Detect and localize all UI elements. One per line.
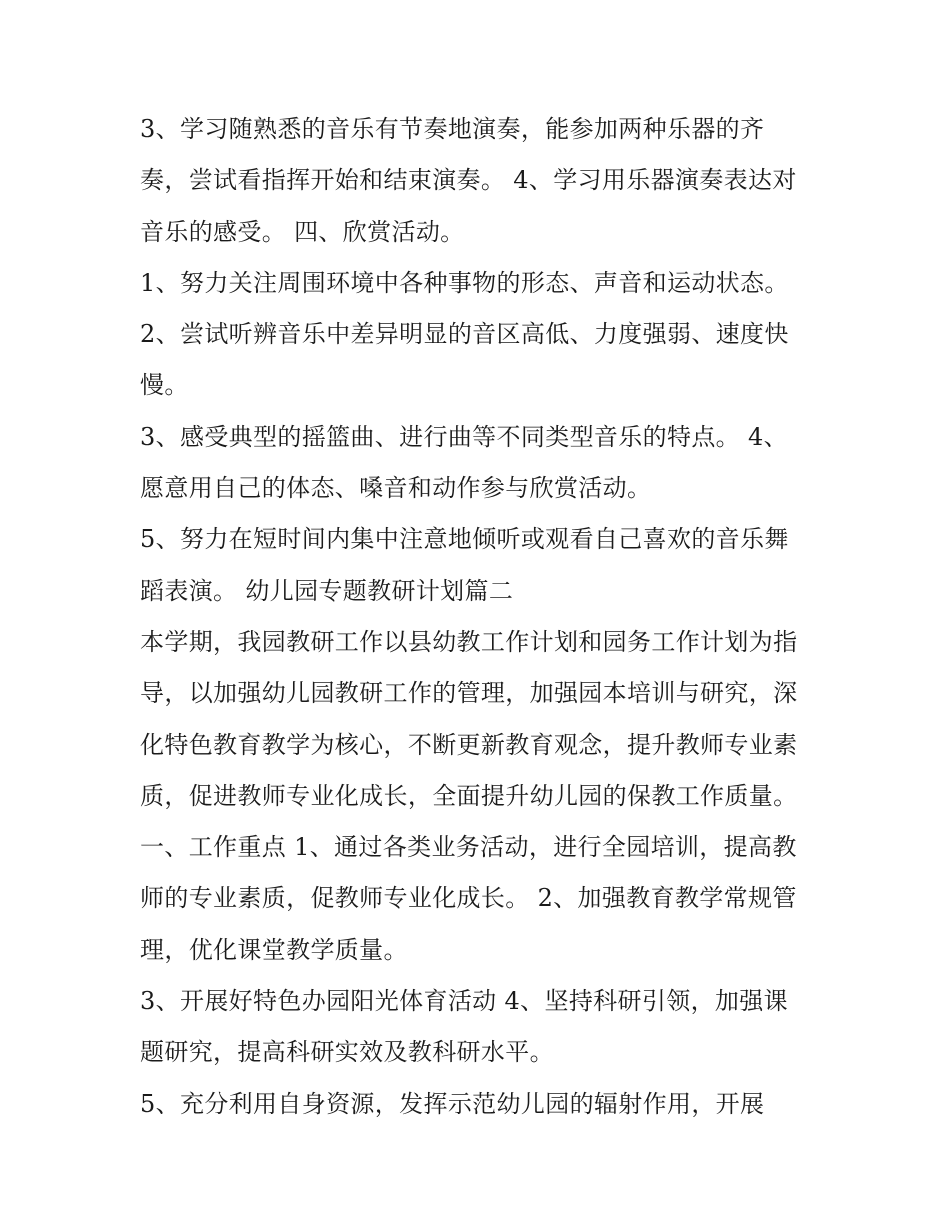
text-line: 理，优化课堂教学质量。 [140, 935, 408, 964]
text-line: 化特色教育教学为核心，不断更新教育观念，提升教师专业素 [140, 730, 798, 759]
document-text-body [140, 104, 830, 1130]
text-line: 2、尝试听辨音乐中差异明显的音区高低、力度强弱、速度快 [140, 320, 789, 349]
text-line: 3、感受典型的摇篮曲、进行曲等不同类型音乐的特点。 4、 [140, 422, 788, 451]
text-line: 奏，尝试看指挥开始和结束演奏。 4、学习用乐器演奏表达对 [140, 166, 797, 195]
text-line: 3、学习随熟悉的音乐有节奏地演奏，能参加两种乐器的齐 [140, 115, 765, 143]
text-line: 1、努力关注周围环境中各种事物的形态、声音和运动状态。 [140, 268, 789, 297]
text-line: 音乐的感受。 四、欣赏活动。 [140, 217, 465, 246]
text-line: 导，以加强幼儿园教研工作的管理，加强园本培训与研究，深 [140, 679, 798, 708]
text-line: 3、开展好特色办园阳光体育活动 4、坚持科研引领，加强课 [140, 987, 788, 1016]
text-line: 题研究，提高科研实效及教科研水平。 [140, 1038, 554, 1067]
text-line: 5、努力在短时间内集中注意地倾听或观看自己喜欢的音乐舞 [140, 525, 789, 554]
text-line: 本学期，我园教研工作以县幼教工作计划和园务工作计划为指 [140, 627, 798, 656]
text-line: 师的专业素质，促教师专业化成长。 2、加强教育教学常规管 [140, 884, 797, 913]
text-line: 5、充分利用自身资源，发挥示范幼儿园的辐射作用，开展 [140, 1089, 765, 1118]
text-line: 蹈表演。 幼儿园专题教研计划篇二 [140, 576, 514, 605]
text-line: 慢。 [140, 371, 189, 400]
text-line: 质，促进教师专业化成长，全面提升幼儿园的保教工作质量。 [140, 781, 798, 810]
text-line: 愿意用自己的体态、嗓音和动作参与欣赏活动。 [140, 474, 652, 503]
text-line: 一、工作重点 1、通过各类业务活动，进行全园培训，提高教 [140, 833, 797, 862]
